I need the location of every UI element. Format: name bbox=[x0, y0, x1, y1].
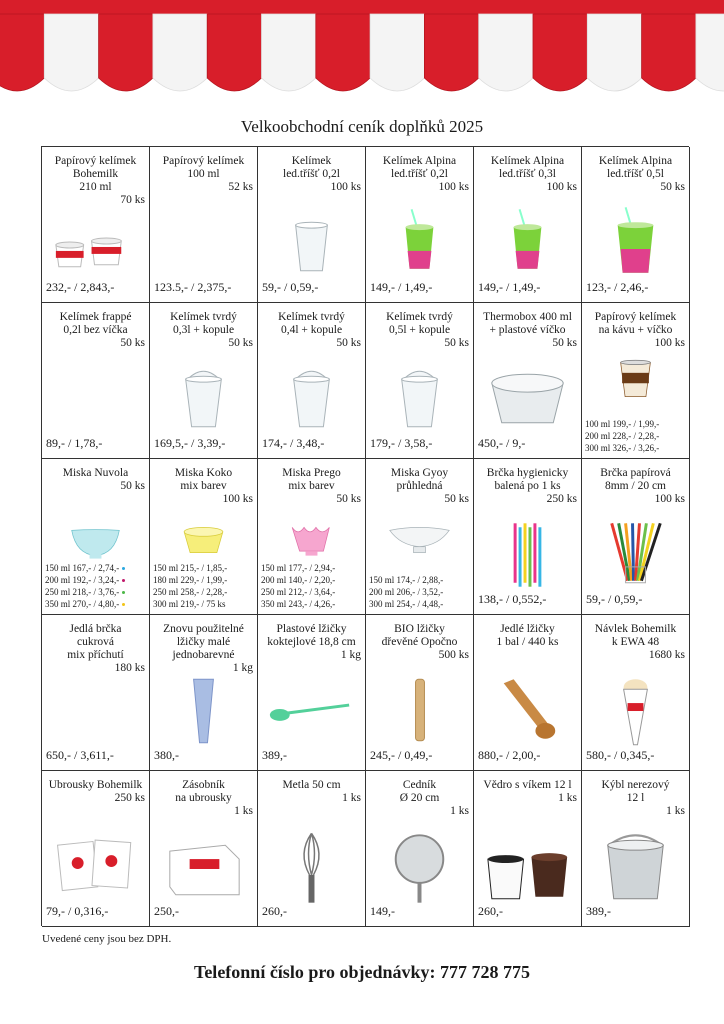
spoon-green-icon bbox=[258, 673, 365, 751]
price-variant-row bbox=[153, 598, 227, 610]
steel-pail-icon bbox=[582, 829, 689, 907]
price-variant-text: 300 ml 326,- / 3,26,- bbox=[585, 443, 660, 453]
slush-cup-icon bbox=[366, 205, 473, 283]
product-quantity: 500 ks bbox=[438, 649, 469, 661]
product-quantity: 250 ks bbox=[114, 792, 145, 804]
product-price: 260,- bbox=[478, 904, 503, 918]
awning-red-stripe bbox=[99, 14, 153, 91]
product-name: Kýbl nerezový 12 l bbox=[601, 779, 670, 804]
page-title: Velkoobchodní ceník doplňků 2025 bbox=[240, 117, 484, 136]
product-name: Plastové lžičky koktejlové 18,8 cm bbox=[267, 623, 356, 648]
product-name: Miska Nuvola bbox=[62, 467, 129, 479]
price-variant-text: 350 ml 243,- / 4,26,- bbox=[261, 599, 336, 609]
product-price: 174,- / 3,48,- bbox=[262, 436, 325, 450]
price-variant-text: 150 ml 177,- / 2,94,- bbox=[261, 563, 336, 573]
product-name: Jedlé lžičky 1 bal / 440 ks bbox=[496, 623, 559, 648]
product-price: 389,- bbox=[586, 904, 611, 918]
price-variant-text: 200 ml 192,- / 3,24,- bbox=[45, 575, 120, 585]
product-price: 250,- bbox=[154, 904, 179, 918]
product-cell bbox=[258, 459, 366, 615]
napkins-icon bbox=[42, 829, 149, 907]
product-quantity: 100 ks bbox=[330, 181, 361, 193]
product-cell bbox=[474, 303, 582, 459]
dome-cup-icon bbox=[150, 361, 257, 439]
product-quantity: 70 ks bbox=[120, 194, 145, 206]
product-cell bbox=[150, 771, 258, 927]
price-variant-row bbox=[261, 598, 335, 610]
product-price: 59,- / 0,59,- bbox=[262, 280, 319, 294]
product-price: 149,- bbox=[370, 904, 395, 918]
paper-straws-icon bbox=[582, 517, 689, 595]
product-cell bbox=[582, 771, 690, 927]
product-cell bbox=[258, 771, 366, 927]
price-variant-row bbox=[369, 574, 443, 586]
bucket-icon bbox=[474, 829, 581, 907]
product-price: 123.5,- / 2,375,- bbox=[154, 280, 232, 294]
product-name: Miska Gyoy průhledná bbox=[390, 467, 449, 492]
price-variant-text: 350 ml 270,- / 4,80,- bbox=[45, 599, 120, 609]
product-quantity: 100 ks bbox=[438, 181, 469, 193]
product-cell bbox=[42, 303, 150, 459]
price-grid bbox=[41, 146, 689, 926]
product-price: 169,5,- / 3,39,- bbox=[154, 436, 226, 450]
cone-sleeve-icon bbox=[582, 673, 689, 751]
product-name: Kelímek frappé 0,2l bez víčka bbox=[59, 311, 132, 336]
product-cell bbox=[366, 615, 474, 771]
product-quantity: 1 ks bbox=[558, 792, 577, 804]
product-quantity: 1 kg bbox=[340, 649, 361, 661]
price-variant-row bbox=[45, 598, 125, 610]
product-quantity: 50 ks bbox=[228, 337, 253, 349]
price-variant-text: 180 ml 229,- / 1,99,- bbox=[153, 575, 228, 585]
price-variant-row bbox=[153, 586, 227, 598]
awning-white-stripe bbox=[696, 14, 724, 91]
awning-red-stripe bbox=[207, 14, 261, 91]
price-variant-text: 150 ml 174,- / 2,88,- bbox=[369, 575, 444, 585]
dome-cup-icon bbox=[366, 361, 473, 439]
awning-white-stripe bbox=[44, 14, 98, 91]
price-variants bbox=[45, 562, 125, 610]
color-dot-icon bbox=[122, 567, 125, 570]
product-price: 389,- bbox=[262, 748, 287, 762]
product-cell bbox=[582, 615, 690, 771]
product-cell bbox=[258, 147, 366, 303]
product-quantity: 50 ks bbox=[120, 337, 145, 349]
price-variant-row bbox=[261, 562, 335, 574]
product-price: 580,- / 0,345,- bbox=[586, 748, 655, 762]
price-variant-text: 250 ml 258,- / 2,28,- bbox=[153, 587, 228, 597]
product-quantity: 1 ks bbox=[450, 805, 469, 817]
product-price: 89,- / 1,78,- bbox=[46, 436, 103, 450]
product-name: Kelímek tvrdý 0,5l + kopule bbox=[386, 311, 453, 336]
awning-red-stripe bbox=[533, 14, 587, 91]
product-cell bbox=[474, 615, 582, 771]
price-variant-row bbox=[261, 586, 335, 598]
product-name: Miska Prego mix barev bbox=[282, 467, 341, 492]
product-quantity: 50 ks bbox=[444, 493, 469, 505]
price-variant-row bbox=[153, 562, 227, 574]
product-name: Kelímek led.tříšť 0,2l bbox=[283, 155, 340, 180]
product-name: Znovu použitelné lžičky malé jednobarevné bbox=[163, 623, 244, 661]
product-cell bbox=[258, 303, 366, 459]
price-variant-row bbox=[369, 586, 443, 598]
product-quantity: 1 ks bbox=[342, 792, 361, 804]
awning-red-stripe bbox=[316, 14, 370, 91]
product-quantity: 50 ks bbox=[552, 337, 577, 349]
order-phone: Telefonní číslo pro objednávky: 777 728 775 bbox=[193, 962, 531, 982]
product-name: Thermobox 400 ml + plastové víčko bbox=[483, 311, 572, 336]
color-dot-icon bbox=[122, 591, 125, 594]
edible-spoon-icon bbox=[474, 673, 581, 751]
product-price: 260,- bbox=[262, 904, 287, 918]
spoon-blue-icon bbox=[150, 673, 257, 751]
strainer-icon bbox=[366, 829, 473, 907]
product-name: Brčka papírová 8mm / 20 cm bbox=[600, 467, 671, 492]
slush-cup-large-icon bbox=[582, 205, 689, 283]
product-cell bbox=[42, 459, 150, 615]
product-name: Papírový kelímek Bohemilk 210 ml bbox=[54, 155, 137, 193]
awning-white-stripe bbox=[153, 14, 207, 91]
price-variants bbox=[585, 418, 659, 454]
product-name: BIO lžičky dřevěné Opočno bbox=[381, 623, 458, 648]
product-price: 59,- / 0,59,- bbox=[586, 592, 643, 606]
product-cell bbox=[582, 303, 690, 459]
product-quantity: 100 ks bbox=[654, 337, 685, 349]
whisk-icon bbox=[258, 829, 365, 907]
product-name: Zásobník na ubrousky bbox=[175, 779, 232, 804]
price-variant-text: 100 ml 199,- / 1,99,- bbox=[585, 419, 660, 429]
price-variant-row bbox=[261, 574, 335, 586]
product-quantity: 50 ks bbox=[660, 181, 685, 193]
product-name: Kelímek tvrdý 0,4l + kopule bbox=[278, 311, 345, 336]
bowl-pink-icon bbox=[258, 511, 365, 569]
product-name: Návlek Bohemilk k EWA 48 bbox=[594, 623, 677, 648]
product-cell bbox=[474, 771, 582, 927]
product-price: 650,- / 3,611,- bbox=[46, 748, 114, 762]
product-quantity: 52 ks bbox=[228, 181, 253, 193]
product-name: Kelímek Alpina led.tříšť 0,3l bbox=[490, 155, 565, 180]
price-variant-text: 200 ml 228,- / 2,28,- bbox=[585, 431, 660, 441]
product-cell bbox=[474, 147, 582, 303]
product-name: Miska Koko mix barev bbox=[174, 467, 233, 492]
price-variant-row bbox=[585, 442, 659, 454]
bowl-yellow-icon bbox=[150, 511, 257, 569]
product-cell bbox=[42, 147, 150, 303]
product-price: 123,- / 2,46,- bbox=[586, 280, 649, 294]
color-dot-icon bbox=[122, 579, 125, 582]
product-cell bbox=[150, 459, 258, 615]
awning-white-stripe bbox=[479, 14, 533, 91]
bowl-clear-icon bbox=[42, 511, 149, 569]
product-cell bbox=[474, 459, 582, 615]
awning-red-stripe bbox=[642, 14, 696, 91]
coffee-cup-icon bbox=[582, 355, 689, 413]
product-quantity: 100 ks bbox=[222, 493, 253, 505]
product-quantity: 50 ks bbox=[444, 337, 469, 349]
product-name: Brčka hygienicky balená po 1 ks bbox=[486, 467, 569, 492]
product-price: 149,- / 1,49,- bbox=[478, 280, 541, 294]
product-quantity: 1680 ks bbox=[648, 649, 685, 661]
price-variant-text: 300 ml 254,- / 4,48,- bbox=[369, 599, 444, 609]
product-name: Papírový kelímek 100 ml bbox=[162, 155, 245, 180]
product-price: 138,- / 0,552,- bbox=[478, 592, 547, 606]
product-price: 179,- / 3,58,- bbox=[370, 436, 433, 450]
product-price: 380,- bbox=[154, 748, 179, 762]
price-variant-row bbox=[45, 586, 125, 598]
price-variant-text: 250 ml 212,- / 3,64,- bbox=[261, 587, 336, 597]
price-variant-row bbox=[45, 574, 125, 586]
product-price: 450,- / 9,- bbox=[478, 436, 526, 450]
product-name: Metla 50 cm bbox=[282, 779, 341, 791]
price-variant-text: 150 ml 215,- / 1,85,- bbox=[153, 563, 228, 573]
product-quantity: 1 ks bbox=[666, 805, 685, 817]
product-quantity: 180 ks bbox=[114, 662, 145, 674]
awning-white-stripe bbox=[587, 14, 641, 91]
awning-white-stripe bbox=[370, 14, 424, 91]
product-price: 79,- / 0,316,- bbox=[46, 904, 109, 918]
product-quantity: 50 ks bbox=[336, 337, 361, 349]
product-quantity: 50 ks bbox=[336, 493, 361, 505]
awning-banner bbox=[0, 0, 724, 100]
price-variant-text: 200 ml 206,- / 3,52,- bbox=[369, 587, 444, 597]
price-variant-row bbox=[153, 574, 227, 586]
price-variants bbox=[153, 562, 227, 610]
product-quantity: 100 ks bbox=[546, 181, 577, 193]
price-variant-text: 200 ml 140,- / 2,20,- bbox=[261, 575, 336, 585]
napkin-dispenser-icon bbox=[150, 829, 257, 907]
straws-icon bbox=[474, 517, 581, 595]
product-quantity: 250 ks bbox=[546, 493, 577, 505]
color-dot-icon bbox=[122, 603, 125, 606]
price-variant-row bbox=[585, 418, 659, 430]
product-cell bbox=[366, 147, 474, 303]
product-cell bbox=[42, 771, 150, 927]
product-cell bbox=[582, 147, 690, 303]
product-quantity: 100 ks bbox=[654, 493, 685, 505]
product-cell bbox=[258, 615, 366, 771]
product-cell bbox=[366, 303, 474, 459]
product-name: Papírový kelímek na kávu + víčko bbox=[594, 311, 677, 336]
price-variant-text: 300 ml 219,- / 75 ks bbox=[153, 599, 226, 609]
thermobox-icon bbox=[474, 361, 581, 439]
product-name: Ubrousky Bohemilk bbox=[48, 779, 143, 791]
dome-cup-icon bbox=[258, 361, 365, 439]
product-quantity: 1 kg bbox=[232, 662, 253, 674]
price-variant-row bbox=[369, 598, 443, 610]
product-name: Kelímek tvrdý 0,3l + kopule bbox=[170, 311, 237, 336]
product-name: Kelímek Alpina led.tříšť 0,2l bbox=[382, 155, 457, 180]
product-name: Kelímek Alpina led.tříšť 0,5l bbox=[598, 155, 673, 180]
price-variants bbox=[261, 562, 335, 610]
plastic-cup-icon bbox=[258, 205, 365, 283]
wooden-spoon-icon bbox=[366, 673, 473, 751]
product-cell bbox=[582, 459, 690, 615]
price-variant-text: 250 ml 218,- / 3,76,- bbox=[45, 587, 120, 597]
product-cell bbox=[42, 615, 150, 771]
product-quantity: 1 ks bbox=[234, 805, 253, 817]
vat-note: Uvedené ceny jsou bez DPH. bbox=[42, 933, 172, 945]
product-cell bbox=[150, 147, 258, 303]
product-cell bbox=[366, 771, 474, 927]
slush-cup-icon bbox=[474, 205, 581, 283]
price-variant-row bbox=[585, 430, 659, 442]
product-cell bbox=[150, 303, 258, 459]
product-cell bbox=[150, 615, 258, 771]
awning-top-band bbox=[0, 0, 724, 14]
awning-white-stripe bbox=[262, 14, 316, 91]
product-price: 149,- / 1,49,- bbox=[370, 280, 433, 294]
product-quantity: 50 ks bbox=[120, 480, 145, 492]
product-name: Cedník Ø 20 cm bbox=[399, 779, 440, 804]
awning-red-stripe bbox=[424, 14, 478, 91]
price-variants bbox=[369, 574, 443, 610]
price-variant-text: 150 ml 167,- / 2,74,- bbox=[45, 563, 120, 573]
bowl-flat-icon bbox=[366, 511, 473, 569]
paper-cup-icon bbox=[42, 205, 149, 283]
product-price: 232,- / 2,843,- bbox=[46, 280, 115, 294]
paper-cup-small-icon bbox=[150, 205, 257, 283]
product-price: 245,- / 0,49,- bbox=[370, 748, 433, 762]
awning-red-stripe bbox=[0, 14, 44, 91]
price-variant-row bbox=[45, 562, 125, 574]
product-price: 880,- / 2,00,- bbox=[478, 748, 541, 762]
product-cell bbox=[366, 459, 474, 615]
product-name: Jedlá brčka cukrová mix příchutí bbox=[67, 623, 124, 661]
product-name: Vědro s víkem 12 l bbox=[483, 779, 572, 791]
